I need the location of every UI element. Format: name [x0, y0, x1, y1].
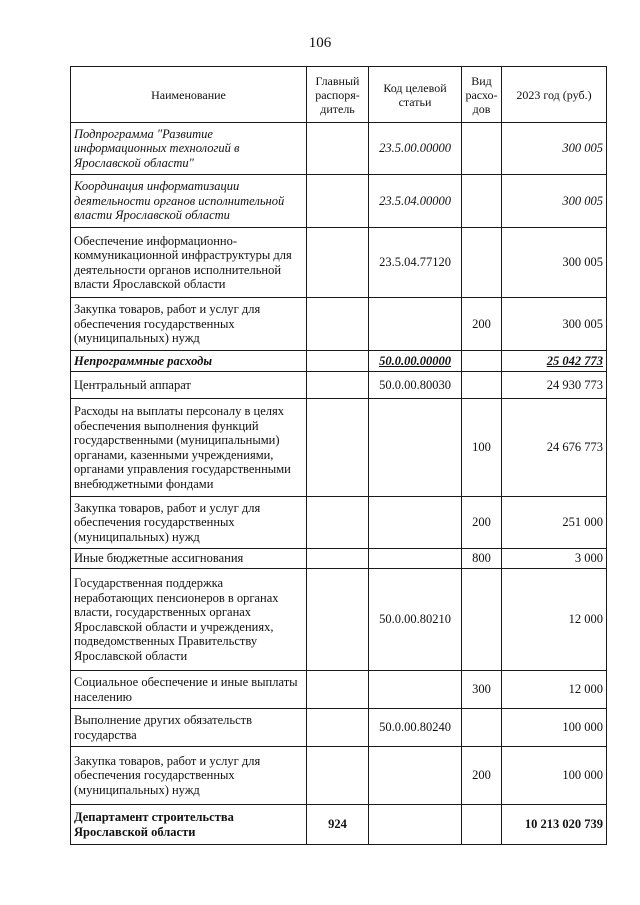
table-row [71, 123, 607, 175]
cell-expense-type [462, 228, 502, 298]
cell-name: Выполнение других обязательств государства [71, 709, 307, 747]
table-row [71, 351, 607, 372]
cell-expense-type: 200 [462, 497, 502, 549]
cell-expense-type [462, 709, 502, 747]
cell-name: Закупка товаров, работ и услуг для обеспечения государственных (муниципальных) нужд [71, 747, 307, 805]
cell-expense-type [462, 351, 502, 372]
cell-amount: 25 042 773 [502, 351, 607, 372]
cell-expense-type [462, 372, 502, 399]
cell-target-code: 50.0.00.80210 [369, 569, 462, 671]
cell-main-manager [307, 372, 369, 399]
cell-target-code [369, 805, 462, 845]
cell-name: Департамент строительства Ярославской области [71, 805, 307, 845]
table-row [71, 805, 607, 845]
cell-name: Иные бюджетные ассигнования [71, 549, 307, 569]
cell-main-manager [307, 351, 369, 372]
cell-expense-type: 300 [462, 671, 502, 709]
cell-expense-type: 100 [462, 399, 502, 497]
cell-target-code [369, 747, 462, 805]
cell-main-manager [307, 549, 369, 569]
budget-table [70, 66, 607, 845]
cell-name: Координация информатизации деятельности органов исполнительной власти Ярославской области [71, 175, 307, 228]
table-row [71, 497, 607, 549]
cell-main-manager [307, 123, 369, 175]
cell-amount: 100 000 [502, 709, 607, 747]
cell-main-manager [307, 399, 369, 497]
cell-amount: 12 000 [502, 569, 607, 671]
cell-amount: 251 000 [502, 497, 607, 549]
table-row [71, 747, 607, 805]
cell-amount: 300 005 [502, 298, 607, 351]
cell-name: Расходы на выплаты персоналу в целях обеспечения выполнения функций государственными (муниципальными) органами, казенными учреждениями, органами управления государственными внебюджетными фондами [71, 399, 307, 497]
cell-amount: 300 005 [502, 228, 607, 298]
cell-amount: 24 930 773 [502, 372, 607, 399]
cell-target-code [369, 399, 462, 497]
cell-main-manager [307, 709, 369, 747]
cell-target-code [369, 497, 462, 549]
page-number: 106 [308, 35, 332, 51]
table-row [71, 549, 607, 569]
cell-amount: 10 213 020 739 [502, 805, 607, 845]
cell-main-manager [307, 747, 369, 805]
cell-expense-type [462, 123, 502, 175]
cell-name: Закупка товаров, работ и услуг для обеспечения государственных (муниципальных) нужд [71, 497, 307, 549]
table-row [71, 228, 607, 298]
cell-target-code [369, 549, 462, 569]
cell-amount: 100 000 [502, 747, 607, 805]
cell-expense-type [462, 805, 502, 845]
table-row [71, 372, 607, 399]
cell-target-code: 23.5.04.77120 [369, 228, 462, 298]
table-row [71, 569, 607, 671]
table-row [71, 709, 607, 747]
cell-main-manager [307, 671, 369, 709]
cell-name: Обеспечение информационно-коммуникационной инфраструктуры для деятельности органов исполнительной власти Ярославской области [71, 228, 307, 298]
cell-target-code: 23.5.00.00000 [369, 123, 462, 175]
cell-target-code [369, 298, 462, 351]
cell-amount: 12 000 [502, 671, 607, 709]
cell-target-code: 23.5.04.00000 [369, 175, 462, 228]
cell-expense-type: 200 [462, 298, 502, 351]
cell-expense-type: 200 [462, 747, 502, 805]
cell-name: Центральный аппарат [71, 372, 307, 399]
cell-amount: 300 005 [502, 123, 607, 175]
table-row [71, 399, 607, 497]
cell-expense-type [462, 569, 502, 671]
table-row [71, 175, 607, 228]
cell-target-code [369, 671, 462, 709]
cell-name: Социальное обеспечение и иные выплаты населению [71, 671, 307, 709]
cell-main-manager [307, 298, 369, 351]
cell-expense-type: 800 [462, 549, 502, 569]
header-amount: 2023 год (руб.) [502, 67, 607, 123]
cell-amount: 24 676 773 [502, 399, 607, 497]
cell-name: Подпрограмма "Развитие информационных технологий в Ярославской области" [71, 123, 307, 175]
cell-amount: 3 000 [502, 549, 607, 569]
cell-main-manager: 924 [307, 805, 369, 845]
cell-name: Государственная поддержка неработающих пенсионеров в органах власти, государственных органах Ярославской области и учреждениях, подведомственных Правительству Ярославской области [71, 569, 307, 671]
cell-main-manager [307, 175, 369, 228]
cell-target-code: 50.0.00.80030 [369, 372, 462, 399]
cell-expense-type [462, 175, 502, 228]
header-name: Наименование [71, 67, 307, 123]
cell-main-manager [307, 569, 369, 671]
table-header-row [71, 67, 607, 123]
header-target-code: Код целевой статьи [369, 67, 462, 123]
header-main-manager: Главный распоря-дитель [307, 67, 369, 123]
cell-main-manager [307, 228, 369, 298]
cell-amount: 300 005 [502, 175, 607, 228]
cell-name: Непрограммные расходы [71, 351, 307, 372]
table-row [71, 671, 607, 709]
cell-name: Закупка товаров, работ и услуг для обеспечения государственных (муниципальных) нужд [71, 298, 307, 351]
cell-target-code: 50.0.00.80240 [369, 709, 462, 747]
cell-main-manager [307, 497, 369, 549]
header-expense-type: Вид расхо-дов [462, 67, 502, 123]
table-row [71, 298, 607, 351]
cell-target-code: 50.0.00.00000 [369, 351, 462, 372]
